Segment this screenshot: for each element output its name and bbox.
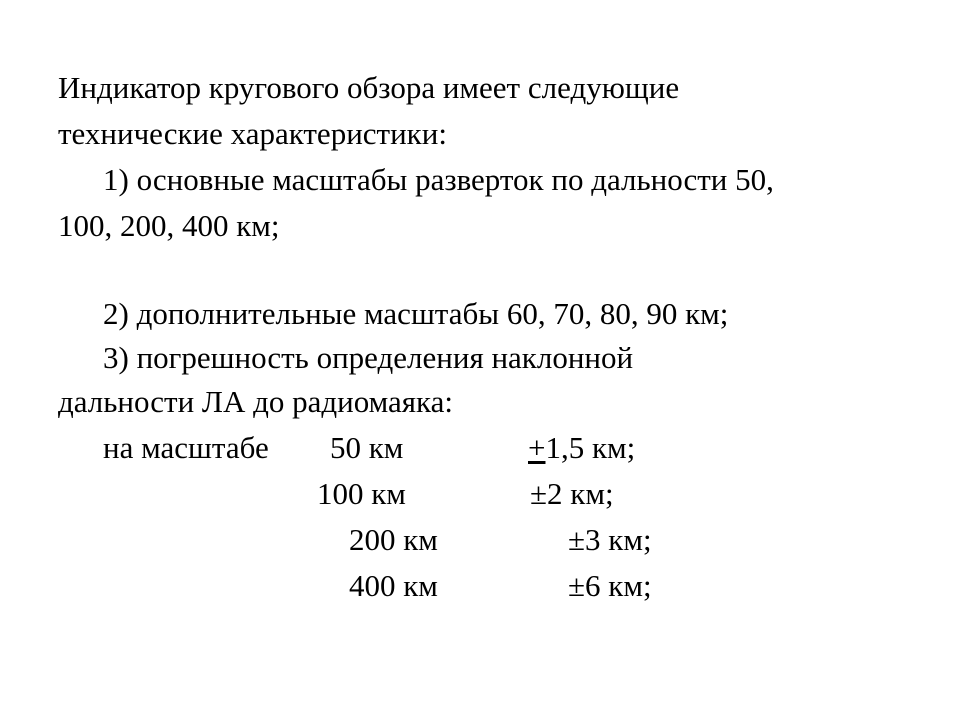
accuracy-scale-100: 100 км — [317, 476, 406, 511]
accuracy-error-200: ±3 км; — [568, 522, 652, 557]
item-1-line-1: 1) основные масштабы разверток по дальности 50, — [103, 162, 774, 197]
intro-line-2: технические характеристики: — [58, 116, 447, 151]
item-3-line-2: дальности ЛА до радиомаяка: — [58, 384, 454, 419]
accuracy-error-400: ±6 км; — [568, 568, 652, 603]
accuracy-scale-400: 400 км — [349, 568, 438, 603]
accuracy-lead: на масштабе — [103, 430, 269, 465]
error-value: 1,5 км; — [545, 430, 636, 465]
accuracy-scale-50: 50 км — [330, 430, 404, 465]
item-1-line-2: 100, 200, 400 км; — [58, 208, 280, 243]
intro-line-1: Индикатор кругового обзора имеет следующие — [58, 70, 680, 105]
plus-minus-sign: + — [528, 430, 546, 465]
item-3-line-1: 3) погрешность определения наклонной — [103, 340, 634, 375]
accuracy-scale-200: 200 км — [349, 522, 438, 557]
item-2: 2) дополнительные масштабы 60, 70, 80, 90 км; — [103, 296, 729, 331]
accuracy-error-100: ±2 км; — [530, 476, 614, 511]
accuracy-error-50 — [528, 430, 635, 466]
